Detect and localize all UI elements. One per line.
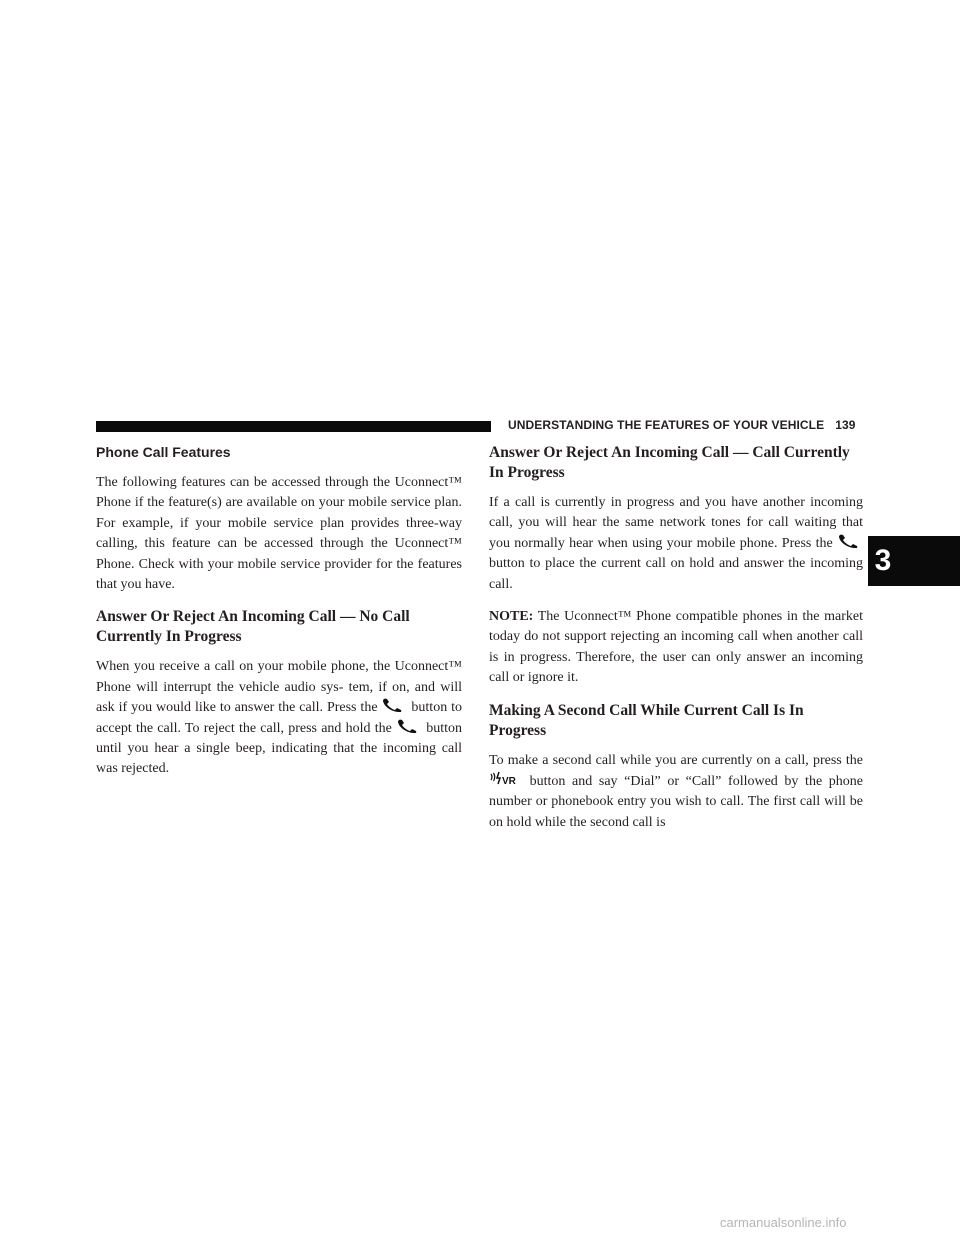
phone-icon <box>837 534 863 548</box>
svg-text:VR: VR <box>502 776 516 788</box>
chapter-tab: 3 <box>868 536 960 586</box>
subsection-title-call-in-progress: Answer Or Reject An Incoming Call — Call Currently In Progress <box>489 444 850 481</box>
header-title: UNDERSTANDING THE FEATURES OF YOUR VEHICLE <box>508 418 825 432</box>
text-fragment: To make a second call while you are currently on a call, press the <box>489 752 863 768</box>
text-fragment: button until you hear a single beep, indicating that the incoming call was rejected. <box>96 720 463 777</box>
second-call-paragraph <box>489 751 863 834</box>
text-fragment: button to accept the call. To reject the call, press and hold the <box>96 700 463 736</box>
left-column <box>96 443 462 792</box>
phone-icon <box>396 719 422 733</box>
answer-reject-paragraph <box>96 657 462 779</box>
voice-recognition-icon <box>489 771 523 787</box>
text-fragment: If a call is currently in progress and you have another incoming call, you will hear the same network tones for call waiting that you normally hear when using your mobile phone. Press the <box>489 495 863 551</box>
note-paragraph <box>489 607 863 689</box>
note-label: NOTE: <box>489 609 534 625</box>
intro-paragraph: The following features can be accessed through the Uconnect™ Phone if the feature(s) are available on your mobile service plan. For example, if your mobile service plan provides three-way calling, this feature can be accessed through the Uconnect™ Phone. Check with your mobile service provider for the features that you have. <box>96 475 462 593</box>
text-fragment: button to place the current call on hold and answer the incoming call. <box>489 556 863 592</box>
right-column <box>489 443 863 845</box>
text-fragment: When you receive a call on your mobile phone, the Uconnect™ Phone will interrupt the vehicle audio sys- tem, if on, and will ask if you would like to answer the call. Press the <box>96 659 462 716</box>
subsection-title-no-call: Answer Or Reject An Incoming Call — No Call Currently In Progress <box>96 608 410 646</box>
header-bar <box>96 421 491 432</box>
note-text: The Uconnect™ Phone compatible phones in the market today do not support rejecting an incoming call when another call is in progress. Therefore, the user can only answer an incoming call or ignore it. <box>489 609 864 686</box>
watermark: carmanualsonline.info <box>720 1215 847 1230</box>
section-title: Phone Call Features <box>96 444 231 460</box>
phone-icon <box>381 698 407 712</box>
subsection-title-second-call: Making A Second Call While Current Call Is In Progress <box>489 701 804 739</box>
running-header <box>508 418 868 432</box>
text-fragment: button and say “Dial” or “Call” followed by the phone number or phonebook entry you wish to call. The first call will be on hold while the second call is <box>489 774 863 830</box>
page-number: 139 <box>835 418 856 432</box>
call-waiting-paragraph <box>489 493 863 595</box>
